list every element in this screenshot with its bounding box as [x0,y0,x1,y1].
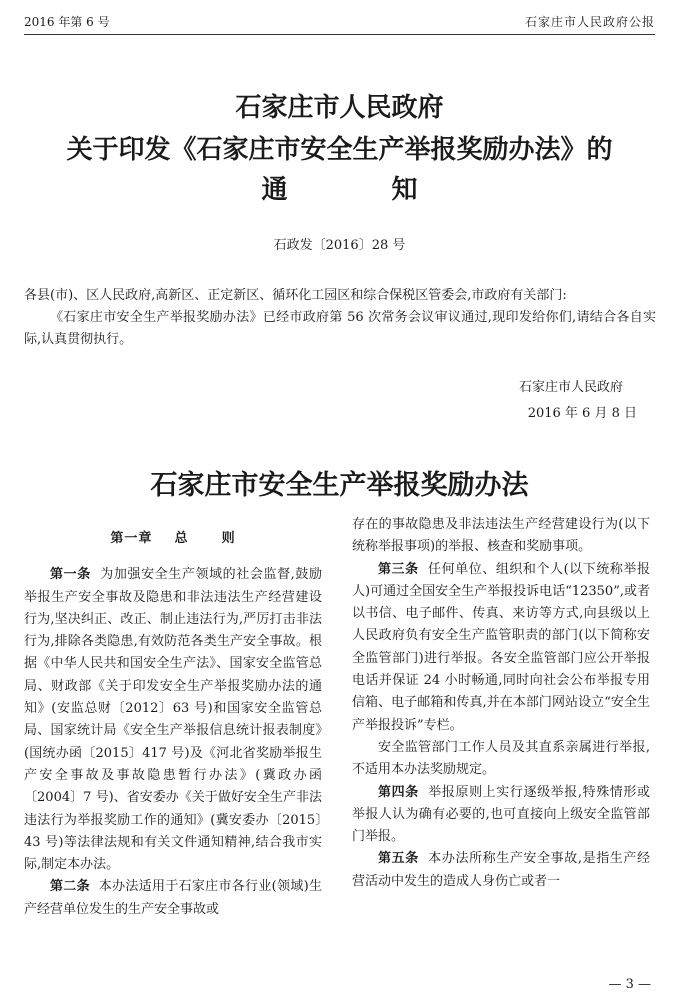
measures-title: 石家庄市安全生产举报奖励办法 [150,470,529,501]
article-2 [24,876,322,921]
article-1-text: 为加强安全生产领域的社会监督,鼓励举报生产安全事故及隐患和非法违法生产经营建设行为,坚决纠正、改正、制止违法行为,严厉打击非法行为,排除各类隐患,有效防范各类生产安全事故。根据《中华人民共和国安全生产法》、国家安全监管总局、财政部《关于印发安全生产举报奖励办法的通知》(安监总财〔2012〕63 号)和国家安全监管总局、国家统计局《安全生产举报信息统计报表制度》(国统办函〔2015〕417 号)及《河北省奖励举报生产安全事故及事故隐患暂行办法》(冀政办函〔2004〕7 号)、省安委办《关于做好安全生产非法违法行为举报奖励工作的通知》(冀安委办〔2015〕43 号)等法律法规和有关文件通知精神,结合我市实际,制定本办法。 [24,567,322,873]
article-5-text: 本办法所称生产安全事故,是指生产经营活动中发生的造成人身伤亡或者一 [352,851,650,889]
article-1-label: 第一条 [50,567,91,583]
notice-title-line3 [0,172,679,208]
addressee: 各县(市)、区人民政府,高新区、正定新区、循环化工园区和综合保税区管委会,市政府有关部门: [24,288,567,303]
chapter-title-a: 总 [174,531,189,546]
article-3 [352,559,650,737]
notice-title-char-a: 通 [261,175,288,205]
notice-title-char-b: 知 [391,175,418,205]
article-3-paragraph-2: 安全监管部门工作人员及其直系亲属进行举报,不适用本办法奖励规定。 [352,739,650,778]
column-right [352,514,650,893]
article-2-text: 本办法适用于石家庄市各行业(领域)生产经营单位发生的生产安全事故或 [24,879,322,917]
chapter-heading [24,528,322,550]
article-5-label: 第五条 [378,851,419,867]
article-5 [352,848,650,893]
issue-number: 2016 年第 6 号 [24,15,110,29]
article-4 [352,782,650,849]
notice-title-line1: 石家庄市人民政府 [235,93,444,123]
publication-name: 石家庄市人民政府公报 [524,15,655,29]
article-4-label: 第四条 [378,784,419,800]
article-2-label: 第二条 [50,879,90,895]
article-3-label: 第三条 [378,561,419,577]
article-2-continued: 存在的事故隐患及非法违法生产经营建设行为(以下统称举报事项)的举报、核查和奖励事项。 [352,517,650,555]
notice-title-line2: 关于印发《石家庄市安全生产举报奖励办法》的 [66,135,613,165]
article-3-text: 任何单位、组织和个人(以下统称举报人)可通过全国安全生产举报投诉电话“12350”,或者以书信、电子邮件、传真、来访等方式,向县级以上人民政府负有安全生产监管职责的部门(以下简称安全监管部门)进行举报。各安全监管部门应公开举报电话并保证 24 小时畅通,同时向社会公布举报专用信箱、电子邮箱和传真,并在本部门网站设立“安全生产举报投诉”专栏。 [352,561,650,733]
column-left [24,520,322,921]
page-number: — 3 — [608,977,651,992]
article-4-text: 举报原则上实行逐级举报,特殊情形或举报人认为确有必要的,也可直接向上级安全监管部门举报。 [352,784,650,845]
notice-body: 《石家庄市安全生产举报奖励办法》已经市政府第 56 次常务会议审议通过,现印发给你们,请结合各自实际,认真贯彻执行。 [24,310,656,347]
page-header [24,12,655,35]
chapter-title-b: 则 [221,531,236,546]
issue-date: 2016 年 6 月 8 日 [527,406,637,421]
article-1 [24,564,322,876]
chapter-number: 第一章 [110,531,153,546]
document-number: 石政发〔2016〕28 号 [273,238,406,253]
issuer-signature: 石家庄市人民政府 [518,380,623,395]
